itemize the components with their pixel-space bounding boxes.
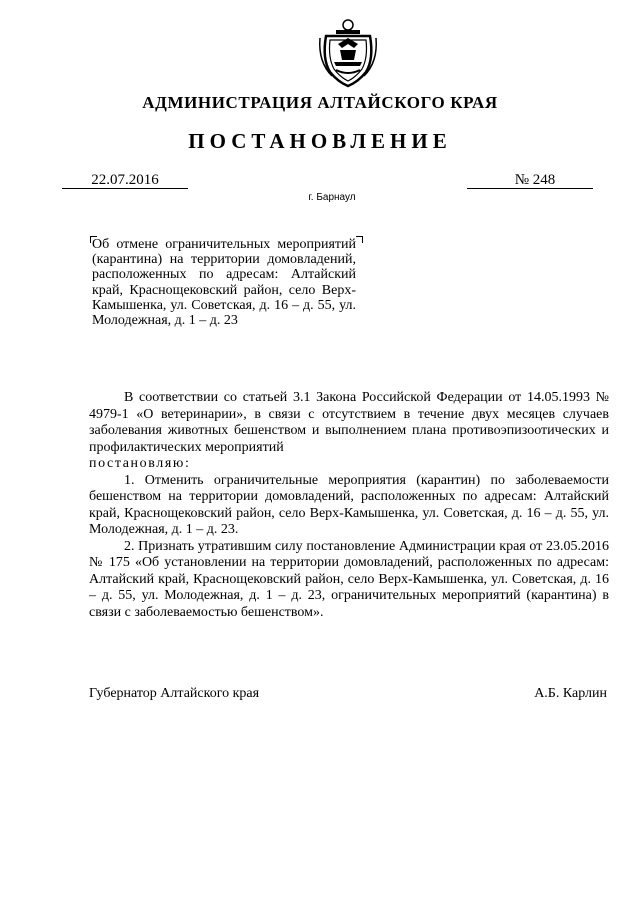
number-underline	[467, 188, 593, 189]
item-2: 2. Признать утратившим силу постановление Администрации края от 23.05.2016 № 175 «Об установлении на территории домовладений, расположенных по адресам: Алтайский край, Краснощековский район, село Верх-Камышенка, ул. Советская, д. 16 – д. 55, ул. Молодежная, д. 1 – д. 23, ограничительных мероприятий (карантина) в связи с заболеваемостью бешенством».	[89, 538, 609, 620]
city: г. Барнаул	[308, 192, 356, 203]
date-underline	[62, 188, 188, 189]
document-date: 22.07.2016	[91, 172, 159, 188]
signatory-name: А.Б. Карлин	[534, 686, 607, 701]
item-1: 1. Отменить ограничительные мероприятия (карантин) по заболеваемости бешенством на территории домовладений, расположенных по адресам: Алтайский край, Краснощековский район, село Верх-Камышенка, ул. Советская, д. 16 – д. 55, ул. Молодежная, д. 1 – д. 23.	[89, 472, 609, 537]
organization-name: АДМИНИСТРАЦИЯ АЛТАЙСКОГО КРАЯ	[142, 93, 498, 112]
resolve-word: постановляю:	[89, 456, 191, 471]
preamble-paragraph: В соответствии со статьей 3.1 Закона Российской Федерации от 14.05.1993 № 4979-1 «О ветеринарии», в связи с отсутствием в течение двух месяцев случаев заболевания животных бешенством и выполнением плана противоэпизоотических и профилактических мероприятий	[89, 390, 609, 455]
altai-krai-coat-of-arms-icon	[316, 14, 380, 88]
document-type: ПОСТАНОВЛЕНИЕ	[188, 129, 452, 153]
signatory-position: Губернатор Алтайского края	[89, 686, 260, 701]
subject-bracket-right	[356, 236, 363, 243]
document-body	[89, 390, 609, 621]
document-number: № 248	[514, 172, 556, 188]
document-subject: Об отмене ограничительных мероприятий (карантина) на территории домовладений, расположенных по адресам: Алтайский край, Краснощековский район, село Верх-Камышенка, ул. Советская, д. 16 – д. 55, ул. Молодежная, д. 1 – д. 23	[92, 237, 356, 329]
